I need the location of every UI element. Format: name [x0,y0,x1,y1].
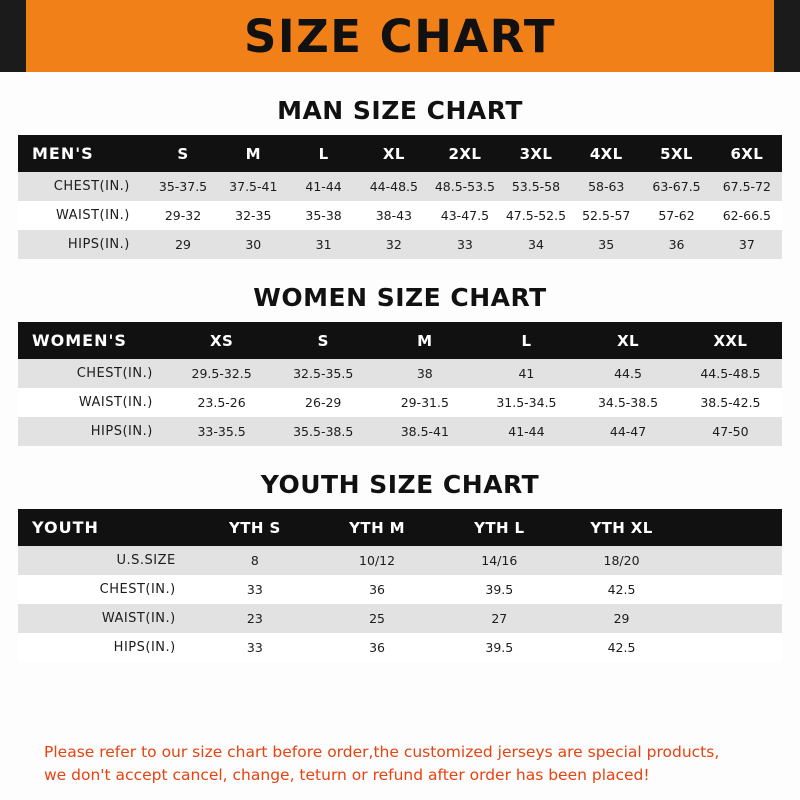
cell: 35.5-38.5 [272,417,374,446]
cell: 41-44 [476,417,578,446]
cell: 36 [641,230,711,259]
column-header: M [374,322,476,359]
section-youth [18,460,782,662]
cell: 37 [712,230,782,259]
cell: 48.5-53.5 [429,172,501,201]
cell: 35-37.5 [148,172,218,201]
cell: 33-35.5 [171,417,273,446]
section-title-youth: YOUTH SIZE CHART [260,470,540,499]
cell-spacer [683,575,782,604]
column-header: S [148,135,218,172]
cell: 26-29 [272,388,374,417]
column-header: MEN'S [18,135,148,172]
column-header: 4XL [571,135,641,172]
cell: 42.5 [560,575,682,604]
cell: 31.5-34.5 [476,388,578,417]
cell: 37.5-41 [218,172,288,201]
table-row [18,417,782,446]
cell: 32 [359,230,429,259]
cell: 29.5-32.5 [171,359,273,388]
table-header-row [18,509,782,546]
content-area [0,72,800,800]
row-label: WAIST(IN.) [18,604,194,633]
cell-spacer [683,633,782,662]
cell: 32.5-35.5 [272,359,374,388]
column-header: L [476,322,578,359]
cell: 23.5-26 [171,388,273,417]
cell: 29 [148,230,218,259]
column-header: YTH S [194,509,316,546]
table-row [18,604,782,633]
row-label: WAIST(IN.) [18,388,171,417]
table-row [18,546,782,575]
row-label: HIPS(IN.) [18,230,148,259]
cell: 30 [218,230,288,259]
cell: 57-62 [641,201,711,230]
cell: 38 [374,359,476,388]
row-label: CHEST(IN.) [18,172,148,201]
cell: 58-63 [571,172,641,201]
row-label: CHEST(IN.) [18,359,171,388]
cell: 35-38 [288,201,358,230]
row-label: CHEST(IN.) [18,575,194,604]
cell: 29-31.5 [374,388,476,417]
section-man [18,86,782,259]
cell: 41-44 [288,172,358,201]
table-header-row [18,135,782,172]
column-header: M [218,135,288,172]
cell: 18/20 [560,546,682,575]
row-label: WAIST(IN.) [18,201,148,230]
column-header-spacer [683,509,782,546]
table-row [18,201,782,230]
cell: 38-43 [359,201,429,230]
column-header: XXL [679,322,782,359]
column-header: L [288,135,358,172]
cell: 39.5 [438,575,560,604]
column-header: 5XL [641,135,711,172]
footer-disclaimer [18,731,782,800]
row-label: HIPS(IN.) [18,417,171,446]
footer-line-1: Please refer to our size chart before order,the customized jerseys are special products, [44,743,720,762]
table-man-sizes [18,135,782,259]
table-row [18,575,782,604]
section-title-women: WOMEN SIZE CHART [253,283,547,312]
cell: 38.5-41 [374,417,476,446]
table-header-row [18,322,782,359]
column-header: YTH XL [560,509,682,546]
cell: 33 [429,230,501,259]
banner-edge-right [774,0,800,72]
cell: 34 [501,230,571,259]
cell: 33 [194,633,316,662]
cell: 44.5-48.5 [679,359,782,388]
column-header: XS [171,322,273,359]
column-header: XL [577,322,679,359]
row-label: U.S.SIZE [18,546,194,575]
column-header: S [272,322,374,359]
section-title-man: MAN SIZE CHART [277,96,523,125]
cell: 34.5-38.5 [577,388,679,417]
cell: 33 [194,575,316,604]
cell: 38.5-42.5 [679,388,782,417]
column-header: XL [359,135,429,172]
cell: 67.5-72 [712,172,782,201]
cell: 39.5 [438,633,560,662]
table-row [18,633,782,662]
column-header: 6XL [712,135,782,172]
cell: 31 [288,230,358,259]
cell: 23 [194,604,316,633]
column-header: 2XL [429,135,501,172]
cell: 44-47 [577,417,679,446]
cell: 10/12 [316,546,438,575]
column-header: YTH L [438,509,560,546]
table-row [18,230,782,259]
cell: 32-35 [218,201,288,230]
cell: 8 [194,546,316,575]
cell: 47.5-52.5 [501,201,571,230]
cell: 27 [438,604,560,633]
section-women [18,273,782,446]
row-label: HIPS(IN.) [18,633,194,662]
column-header: YTH M [316,509,438,546]
cell: 44.5 [577,359,679,388]
cell: 52.5-57 [571,201,641,230]
cell: 41 [476,359,578,388]
cell: 25 [316,604,438,633]
footer-line-2: we don't accept cancel, change, teturn or refund after order has been placed! [44,765,650,784]
cell: 62-66.5 [712,201,782,230]
table-row [18,359,782,388]
cell: 44-48.5 [359,172,429,201]
cell: 36 [316,575,438,604]
cell: 14/16 [438,546,560,575]
cell-spacer [683,604,782,633]
page-title: SIZE CHART [243,9,557,63]
cell: 63-67.5 [641,172,711,201]
cell: 35 [571,230,641,259]
table-youth-sizes [18,509,782,662]
cell: 29-32 [148,201,218,230]
cell: 36 [316,633,438,662]
table-women-sizes [18,322,782,446]
column-header: 3XL [501,135,571,172]
column-header: WOMEN'S [18,322,171,359]
table-row [18,172,782,201]
column-header: YOUTH [18,509,194,546]
table-row [18,388,782,417]
cell: 43-47.5 [429,201,501,230]
banner-edge-left [0,0,26,72]
cell: 29 [560,604,682,633]
cell-spacer [683,546,782,575]
cell: 53.5-58 [501,172,571,201]
cell: 47-50 [679,417,782,446]
cell: 42.5 [560,633,682,662]
page-banner [0,0,800,72]
